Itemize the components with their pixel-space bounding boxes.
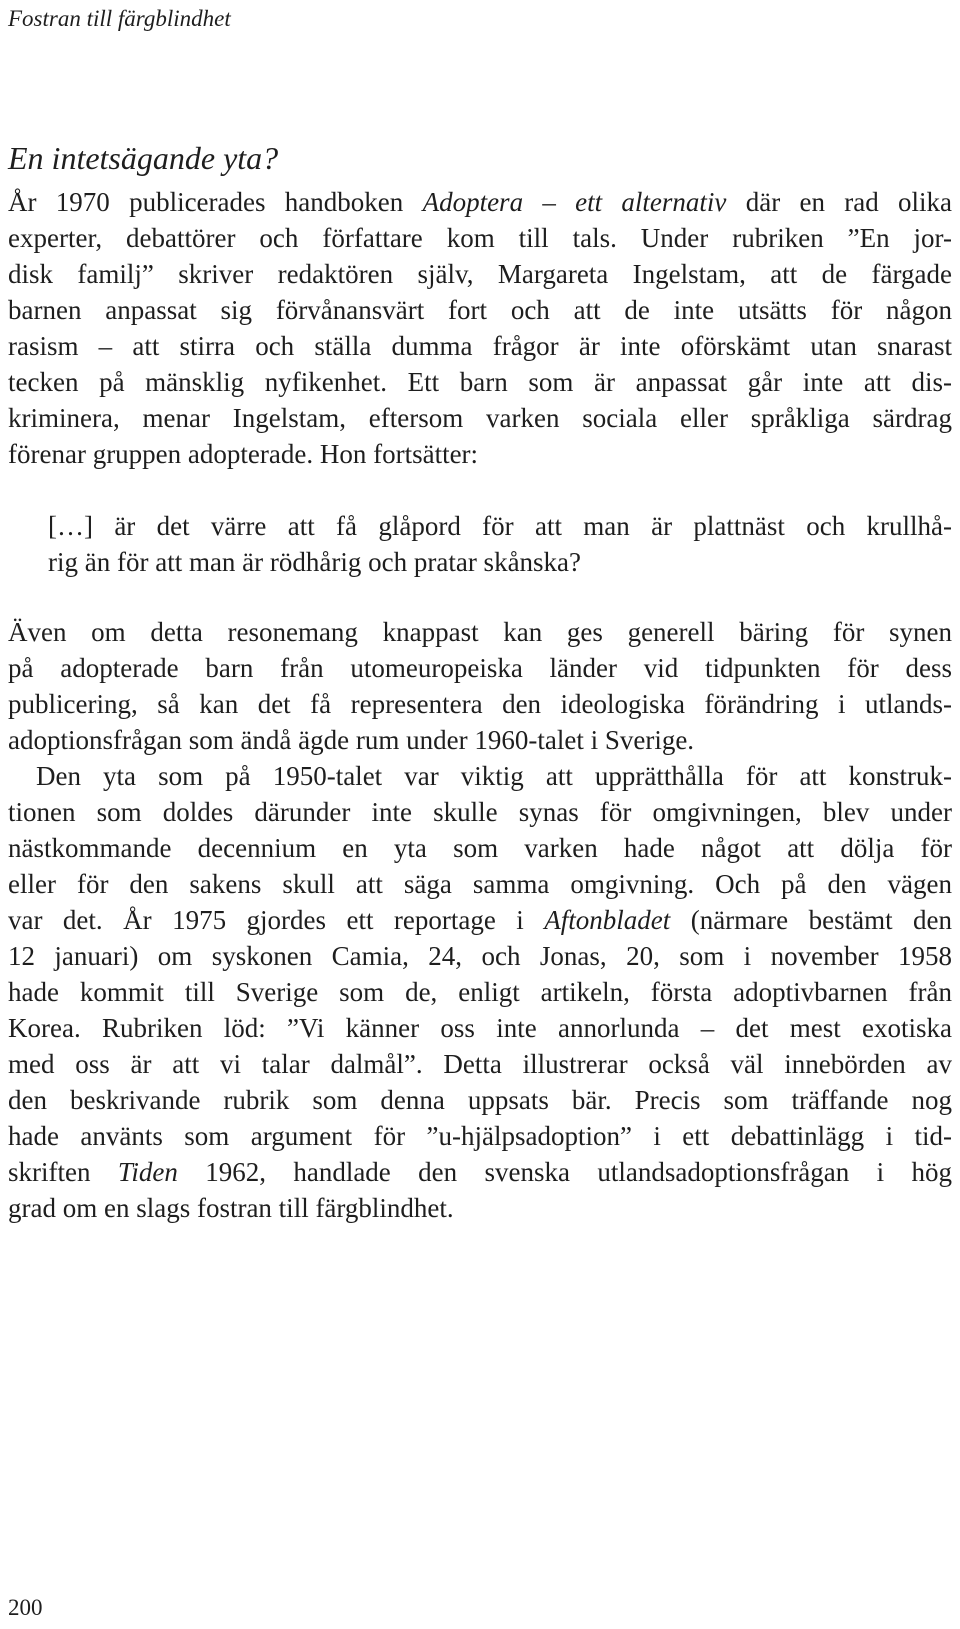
- text-line: Även om detta resonemang knappast kan ges generell bäring för synen: [8, 617, 952, 647]
- text-line: eller för den sakens skull att säga samma omgivning. Och på den vägen: [8, 869, 952, 899]
- paragraph-2: [8, 614, 952, 758]
- quote-line: rig än för att man är rödhårig och pratar skånska?: [48, 547, 582, 577]
- paragraph-3: [8, 758, 952, 1226]
- text-line: barnen anpassat sig förvånansvärt fort och att de inte utsätts för någon: [8, 295, 952, 325]
- text-line: förenar gruppen adopterade. Hon fortsätter:: [8, 439, 479, 469]
- text-line: den beskrivande rubrik som denna uppsats bär. Precis som träffande nog: [8, 1085, 952, 1115]
- text-line: hade kommit till Sverige som de, enligt artikeln, första adoptivbarnen från: [8, 977, 952, 1007]
- text-line: År 1970 publicerades handboken Adoptera – ett alternativ där en rad olika: [8, 187, 953, 217]
- text-line: publicering, så kan det få representera den ideologiska förändring i utlands-: [8, 689, 952, 719]
- text-line: tecken på mänsklig nyfikenhet. Ett barn som är anpassat går inte att dis-: [8, 367, 952, 397]
- journal-title-emphasis: Tiden: [117, 1157, 178, 1187]
- text-line: på adopterade barn från utomeuropeiska länder vid tidpunkten för dess: [8, 653, 952, 683]
- text-line: Den yta som på 1950-talet var viktig att upprätthålla för att konstruk-: [36, 761, 952, 791]
- text-line: 12 januari) om syskonen Camia, 24, och Jonas, 20, som i november 1958: [8, 941, 952, 971]
- page-number: 200: [8, 1595, 43, 1620]
- text-line: hade använts som argument för ”u-hjälpsadoption” i ett debattinlägg i tid-: [8, 1121, 952, 1151]
- text-line: adoptionsfrågan som ändå ägde rum under 1960-talet i Sverige.: [8, 725, 695, 755]
- text-line: nästkommande decennium en yta som varken hade något att dölja för: [8, 833, 952, 863]
- quote-line: […] är det värre att få glåpord för att man är plattnäst och krullhå-: [48, 511, 952, 541]
- text-line: var det. År 1975 gjordes ett reportage i Aftonbladet (närmare bestämt den: [8, 905, 953, 935]
- newspaper-title-emphasis: Aftonbladet: [544, 905, 671, 935]
- text-line: kriminera, menar Ingelstam, eftersom varken sociala eller språkliga särdrag: [8, 403, 952, 433]
- text-line: grad om en slags fostran till färgblindhet.: [8, 1193, 454, 1223]
- text-line: experter, debattörer och författare kom till tals. Under rubriken ”En jor-: [8, 223, 952, 253]
- section-heading: En intetsägande yta?: [8, 140, 279, 176]
- paragraph-1: [8, 184, 952, 472]
- text-line: tionen som doldes därunder inte skulle synas för omgivningen, blev under: [8, 797, 952, 827]
- block-quote: [48, 508, 952, 580]
- text-line: med oss är att vi talar dalmål”. Detta illustrerar också väl innebörden av: [8, 1049, 952, 1079]
- text-line: disk familj” skriver redaktören själv, Margareta Ingelstam, att de färgade: [8, 259, 952, 289]
- running-head: Fostran till färgblindhet: [8, 6, 231, 31]
- text-line: skriften Tiden 1962, handlade den svenska utlandsadoptionsfrågan i hög: [8, 1157, 952, 1187]
- text-line: Korea. Rubriken löd: ”Vi känner oss inte annorlunda – det mest exotiska: [8, 1013, 952, 1043]
- text-line: rasism – att stirra och ställa dumma frågor är inte oförskämt utan snarast: [8, 331, 952, 361]
- book-title-emphasis: Adoptera – ett alternativ: [422, 187, 727, 217]
